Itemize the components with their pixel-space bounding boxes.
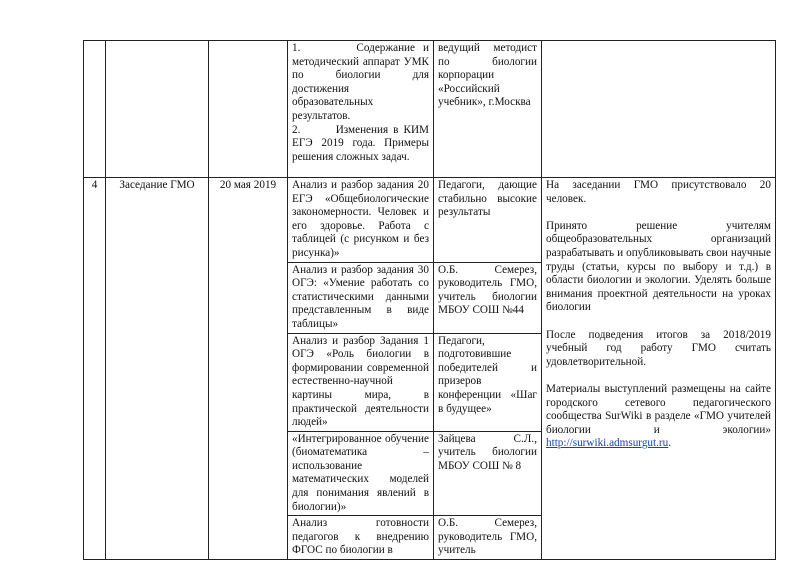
cell-result [542,178,776,560]
cell-topic: Анализ готовности педагогов к внедрению ФГОС по биологии в [288,516,434,560]
table-row-continued [84,41,776,178]
cell-speaker: О.Б. Семерез, руководитель ГМО, учитель биологии МБОУ СОШ №44 [434,262,542,333]
surwiki-link[interactable]: http://surwiki.admsurgut.ru [546,437,669,450]
topic-item-2: 2. Изменения в КИМ ЕГЭ 2019 года. Примеры решения сложных задач. [292,123,429,163]
cell-date: 20 мая 2019 [209,178,288,560]
cell-result [542,41,776,178]
result-materials: Материалы выступлений размещены на сайте городского сетевого педагогического сообщества SurWiki в разделе «ГМО учителей биологии и экологии» http://surwiki.admsurgut.ru. [546,382,771,450]
cell-form [106,41,209,178]
gmo-events-table [83,40,776,560]
cell-speaker: Зайцева С.Л., учитель биологии МБОУ СОШ № 8 [434,431,542,516]
cell-form: Заседание ГМО [106,178,209,560]
cell-speaker: ведущий методист по биологии корпорации «Российский учебник», г.Москва [434,41,542,178]
table-row-4-a [84,178,776,263]
cell-speaker: О.Б. Семерез, руководитель ГМО, учитель [434,516,542,560]
cell-topic: Анализ и разбор задания 30 ОГЭ: «Умение работать со статистическими данными представленным в виде таблицы» [288,262,434,333]
cell-speaker: Педагоги, дающие стабильно высокие результаты [434,178,542,263]
cell-date [209,41,288,178]
result-summary: После подведения итогов за 2018/2019 учебный год работу ГМО считать удовлетворительной. [546,328,771,368]
result-attendance: На заседании ГМО присутствовало 20 человек. [546,179,771,205]
topic-item-1: 1. Содержание и методический аппарат УМК по биологии для достижения образовательных результатов. [292,42,429,122]
result-decision: Принято решение учителям общеобразовательных организаций разрабатывать и опубликовывать свои научные труды (статьи, курсы по выбору и т.д.) в области биологии и экологии. Уделять больше внимания проектной деятельности на уроках биологии [546,219,771,314]
cell-topic: «Интегрированное обучение (биоматематика – использование математических моделей для понимания явлений в биологии)» [288,431,434,516]
cell-topic [288,41,434,178]
cell-num: 4 [84,178,106,560]
cell-topic: Анализ и разбор Задания 1 ОГЭ «Роль биологии в формировании современной естественно-научной картины мира, в практической деятельности людей» [288,333,434,431]
cell-speaker: Педагоги, подготовившие победителей и призеров конференции «Шаг в будущее» [434,333,542,431]
cell-topic: Анализ и разбор задания 20 ЕГЭ «Общебиологические закономерности. Человек и его здоровье. Работа с таблицей (с рисунком и без рисунка)» [288,178,434,263]
cell-num [84,41,106,178]
